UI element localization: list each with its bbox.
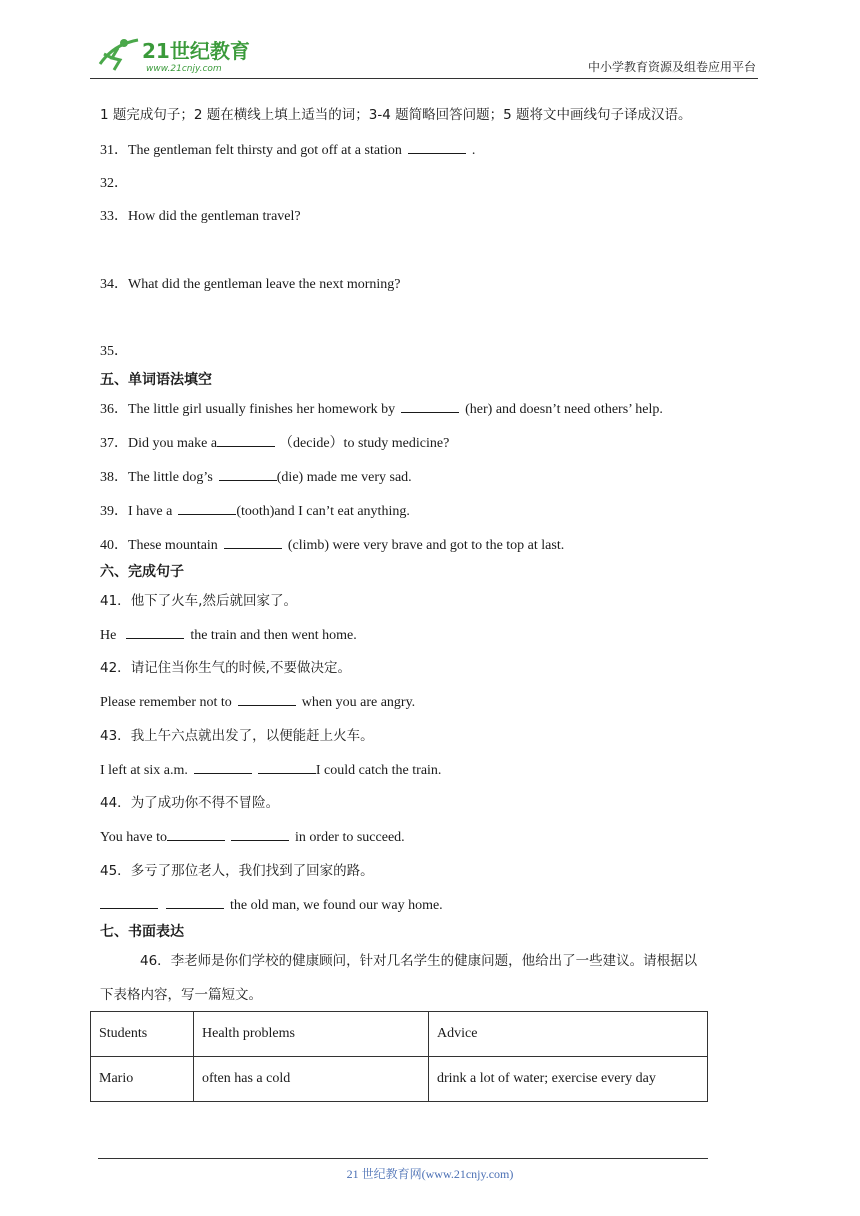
- answer-blank[interactable]: [178, 502, 236, 515]
- question-number: 31．: [100, 143, 128, 158]
- question-45-english: the old man, we found our way home.: [100, 896, 443, 915]
- question-43-english: I left at six a.m. I could catch the train.: [100, 763, 442, 778]
- question-35: [100, 343, 128, 361]
- table-header-cell: Health problems: [194, 1012, 429, 1057]
- question-33: 33．How did the gentleman travel?: [100, 209, 301, 224]
- answer-blank[interactable]: [219, 468, 277, 481]
- answer-blank[interactable]: [401, 400, 459, 413]
- question-31: 31．The gentleman felt thirsty and got off at a station .: [100, 143, 476, 158]
- instructions: 1 题完成句子；2 题在横线上填上适当的词；3-4 题简略回答问题；5 题将文中画线句子译成汉语。: [100, 107, 692, 123]
- table-cell: Mario: [91, 1057, 194, 1102]
- header-platform-text: 中小学教育资源及组卷应用平台: [587, 60, 756, 74]
- answer-blank[interactable]: [408, 141, 466, 154]
- answer-blank[interactable]: [100, 896, 158, 909]
- question-number: 32．: [100, 176, 128, 191]
- footer-divider: [98, 1158, 708, 1159]
- table-header-row: [91, 1012, 708, 1057]
- answer-blank[interactable]: [258, 761, 316, 774]
- answer-blank[interactable]: [217, 434, 275, 447]
- question-46-prompt-line1: 46．李老师是你们学校的健康顾问，针对几名学生的健康问题，他给出了一些建议。请根据以: [140, 953, 698, 969]
- section-5-heading: 五、单词语法填空: [100, 372, 212, 388]
- question-41-chinese: 41．他下了火车,然后就回家了。: [100, 593, 297, 609]
- answer-blank[interactable]: [231, 828, 289, 841]
- question-number: 33．: [100, 209, 128, 224]
- answer-blank[interactable]: [126, 626, 184, 639]
- health-advice-table: [90, 1011, 708, 1102]
- table-header-cell: Students: [91, 1012, 194, 1057]
- table-row: [91, 1057, 708, 1102]
- section-6-heading: 六、完成句子: [100, 564, 184, 580]
- answer-blank[interactable]: [224, 536, 282, 549]
- question-32: [100, 175, 128, 193]
- question-42-english: Please remember not to when you are angry.: [100, 695, 416, 710]
- question-44-chinese: 44．为了成功你不得不冒险。: [100, 795, 280, 811]
- logo: [94, 34, 264, 76]
- question-number: 35．: [100, 344, 128, 359]
- table-cell: often has a cold: [194, 1057, 429, 1102]
- question-37: 37．Did you make a （decide）to study medicine?: [100, 436, 450, 451]
- logo-url: www.21cnjy.com: [146, 64, 222, 74]
- question-41-english: He the train and then went home.: [100, 628, 357, 643]
- question-46-prompt-line2: 下表格内容，写一篇短文。: [100, 987, 262, 1003]
- question-34: 34．What did the gentleman leave the next morning?: [100, 277, 401, 292]
- table-cell: drink a lot of water; exercise every day: [429, 1057, 708, 1102]
- footer-text[interactable]: 21 世纪教育网(www.21cnjy.com): [346, 1167, 514, 1181]
- question-45-chinese: 45．多亏了那位老人，我们找到了回家的路。: [100, 863, 374, 879]
- table-header-cell: Advice: [429, 1012, 708, 1057]
- page-header: [90, 30, 758, 79]
- answer-blank[interactable]: [167, 828, 225, 841]
- question-43-chinese: 43．我上午六点就出发了，以便能赶上火车。: [100, 728, 374, 744]
- question-40: 40．These mountain (climb) were very brave and got to the top at last.: [100, 538, 565, 553]
- section-7-heading: 七、书面表达: [100, 924, 184, 940]
- answer-blank[interactable]: [194, 761, 252, 774]
- question-39: 39．I have a (tooth)and I can’t eat anything.: [100, 504, 410, 519]
- answer-blank[interactable]: [166, 896, 224, 909]
- question-number: 34．: [100, 277, 128, 292]
- answer-blank[interactable]: [238, 693, 296, 706]
- question-42-chinese: 42．请记住当你生气的时候,不要做决定。: [100, 660, 351, 676]
- question-38: 38．The little dog’s (die) made me very sad.: [100, 470, 412, 485]
- logo-text: 21世纪教育: [142, 39, 250, 63]
- question-44-english: You have to in order to succeed.: [100, 830, 405, 845]
- question-36: 36．The little girl usually finishes her homework by (her) and doesn’t need others’ help.: [100, 402, 663, 417]
